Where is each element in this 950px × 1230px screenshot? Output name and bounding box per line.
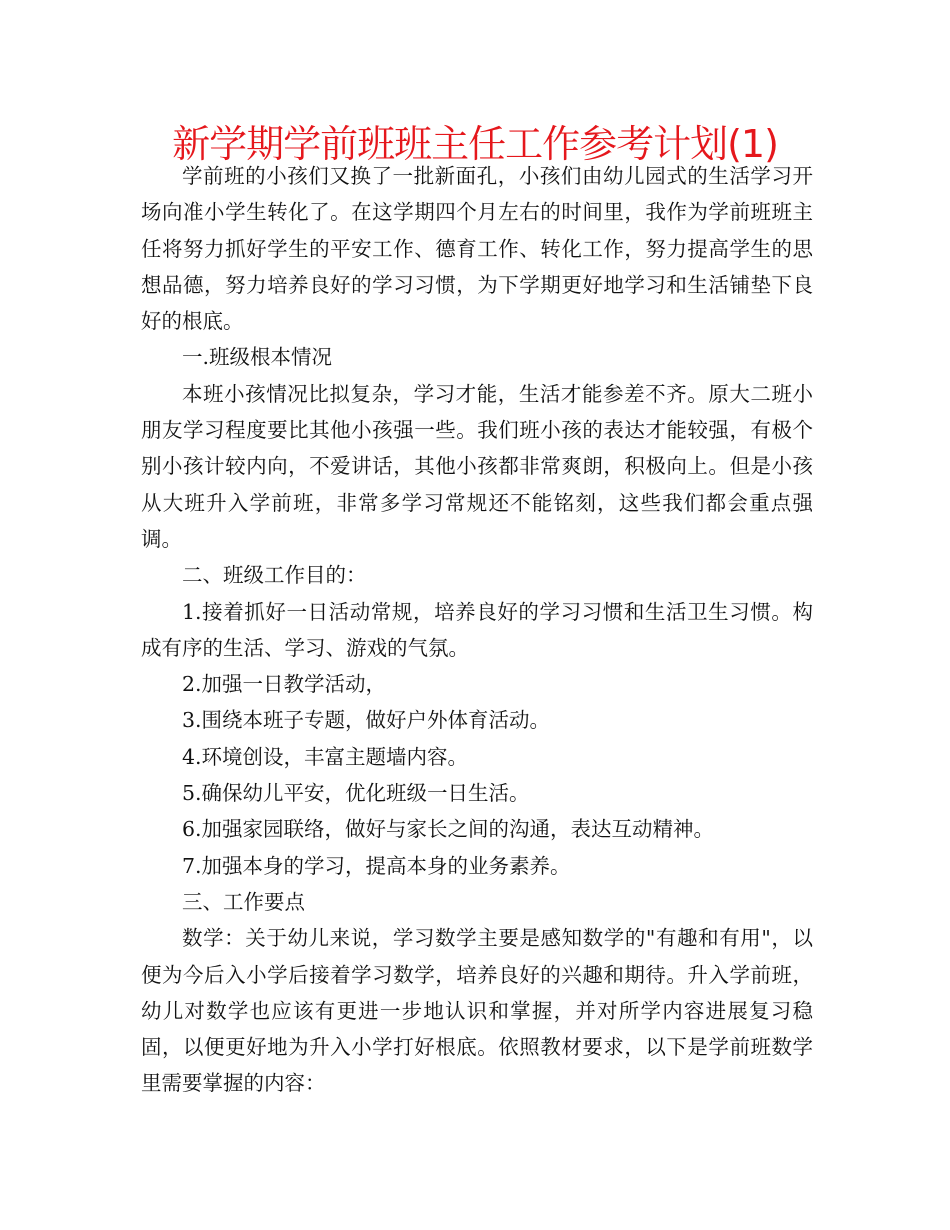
goal-item-7: 7.加强本身的学习，提高本身的业务素养。 bbox=[182, 853, 571, 878]
goal-item-2: 2.加强一日教学活动， bbox=[182, 672, 387, 697]
class-situation-paragraph: 本班小孩情况比拟复杂，学习才能，生活才能参差不齐。原大二班小朋友学习程度要比其他小孩强一些。我们班小孩的表达才能较强，有极个别小孩计较内向，不爱讲话，其他小孩都非常爽朗，积极向上。但是小孩从大班升入学前班，非常多学习常规还不能铭刻，这些我们都会重点强调。 bbox=[141, 381, 813, 551]
goal-item-1: 1.接着抓好一日活动常规，培养良好的学习习惯和生活卫生习惯。构成有序的生活、学习、游戏的气氛。 bbox=[141, 599, 813, 660]
math-paragraph: 数学：关于幼儿来说，学习数学主要是感知数学的"有趣和有用"，以便为今后入小学后接着学习数学，培养良好的兴趣和期待。升入学前班，幼儿对数学也应该有更进一步地认识和掌握，并对所学内容进展复习稳固，以便更好地为升入小学打好根底。依照教材要求，以下是学前班数学里需要掌握的内容： bbox=[141, 926, 813, 1096]
intro-paragraph: 学前班的小孩们又换了一批新面孔，小孩们由幼儿园式的生活学习开场向准小学生转化了。在这学期四个月左右的时间里，我作为学前班班主任将努力抓好学生的平安工作、德育工作、转化工作，努力提高学生的思想品德，努力培养良好的学习习惯，为下学期更好地学习和生活铺垫下良好的根底。 bbox=[141, 164, 813, 334]
section-heading-2: 二、班级工作目的： bbox=[182, 563, 367, 588]
goal-item-5: 5.确保幼儿平安，优化班级一日生活。 bbox=[182, 781, 530, 806]
goal-item-4: 4.环境创设，丰富主题墙内容。 bbox=[182, 744, 469, 769]
document-body bbox=[141, 158, 813, 1102]
goal-item-6: 6.加强家园联络，做好与家长之间的沟通，表达互动精神。 bbox=[182, 817, 715, 842]
section-heading-3: 三、工作要点 bbox=[182, 889, 305, 914]
section-heading-1: 一.班级根本情况 bbox=[182, 345, 333, 370]
document-title: 新学期学前班班主任工作参考计划(1) bbox=[172, 122, 778, 166]
goal-item-3: 3.围绕本班子专题，做好户外体育活动。 bbox=[182, 708, 551, 733]
